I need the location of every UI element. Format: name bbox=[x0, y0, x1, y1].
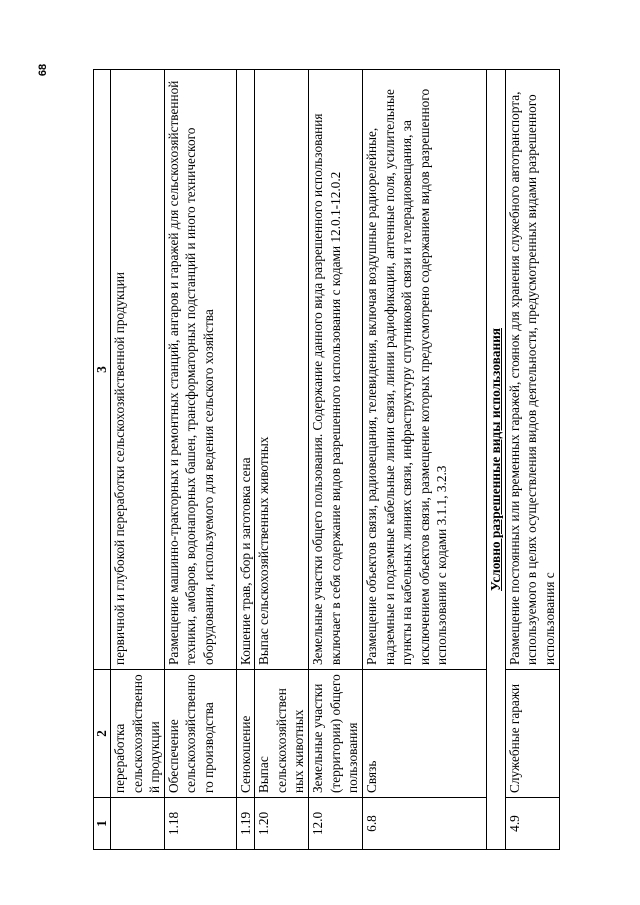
table-row bbox=[505, 70, 559, 850]
row-code: 4.9 bbox=[505, 798, 559, 850]
row-description: Размещение машинно-тракторных и ремонтных станций, ангаров и гаражей для сельскохозяйственной техники, амбаров, водонапорных башен, трансформаторных подстанций и иного технического оборудования, используемого для ведения сельского хозяйства bbox=[164, 70, 236, 670]
section-header-row bbox=[487, 70, 506, 850]
table-row bbox=[309, 70, 363, 850]
row-description: Размещение объектов связи, радиовещания, телевидения, включая воздушные радиорелейные, надземные и подземные кабельные линии связи, линии радиофикации, антенные поля, усилительные пункты на кабельных линиях связи, инфраструктуру спутниковой связи и телерадиовещания, за исключением объектов связи, размещение которых предусмотрено содержанием видов разрешенного использования с кодами 3.1.1, 3.2.3 bbox=[363, 70, 487, 670]
table-row bbox=[363, 70, 487, 850]
row-code: 6.8 bbox=[363, 798, 487, 850]
row-name: переработка сельскохозяйственно й продукции bbox=[111, 670, 165, 798]
row-code bbox=[111, 798, 165, 850]
header-cell-description: 3 bbox=[94, 70, 111, 670]
row-description: первичной и глубокой переработки сельскохозяйственной продукции bbox=[111, 70, 165, 670]
row-code: 1.20 bbox=[255, 798, 309, 850]
row-name: Связь bbox=[363, 670, 487, 798]
row-description: Размещение постоянных или временных гаражей, стоянок для хранения служебного автотранспорта, используемого в целях осуществления видов деятельности, предусмотренных видами разрешенного использования с bbox=[505, 70, 559, 670]
row-description: Выпас сельскохозяйственных животных bbox=[255, 70, 309, 670]
row-description: Земельные участки общего пользования. Содержание данного вида разрешенного использования включает в себя содержание видов разрешенного использования с кодами 12.0.1-12.0.2 bbox=[309, 70, 363, 670]
land-use-table bbox=[93, 69, 560, 850]
table-row bbox=[255, 70, 309, 850]
row-name: Служебные гаражи bbox=[505, 670, 559, 798]
table-row bbox=[164, 70, 236, 850]
header-cell-name: 2 bbox=[94, 670, 111, 798]
section-title: Условно разрешенные виды использования bbox=[487, 70, 506, 850]
row-name: Земельные участки (территории) общего пользования bbox=[309, 670, 363, 798]
table-row bbox=[236, 70, 255, 850]
land-use-table-wrapper bbox=[93, 70, 555, 850]
table-header-row bbox=[94, 70, 111, 850]
header-cell-code: 1 bbox=[94, 798, 111, 850]
row-code: 12.0 bbox=[309, 798, 363, 850]
row-name: Обеспечение сельскохозяйственно го производства bbox=[164, 670, 236, 798]
row-description: Кошение трав, сбор и заготовка сена bbox=[236, 70, 255, 670]
row-name: Сенокошение bbox=[236, 670, 255, 798]
row-name: Выпас сельскохозяйствен ных животных bbox=[255, 670, 309, 798]
row-code: 1.19 bbox=[236, 798, 255, 850]
row-code: 1.18 bbox=[164, 798, 236, 850]
page-number: 68 bbox=[37, 63, 49, 77]
table-row bbox=[111, 70, 165, 850]
